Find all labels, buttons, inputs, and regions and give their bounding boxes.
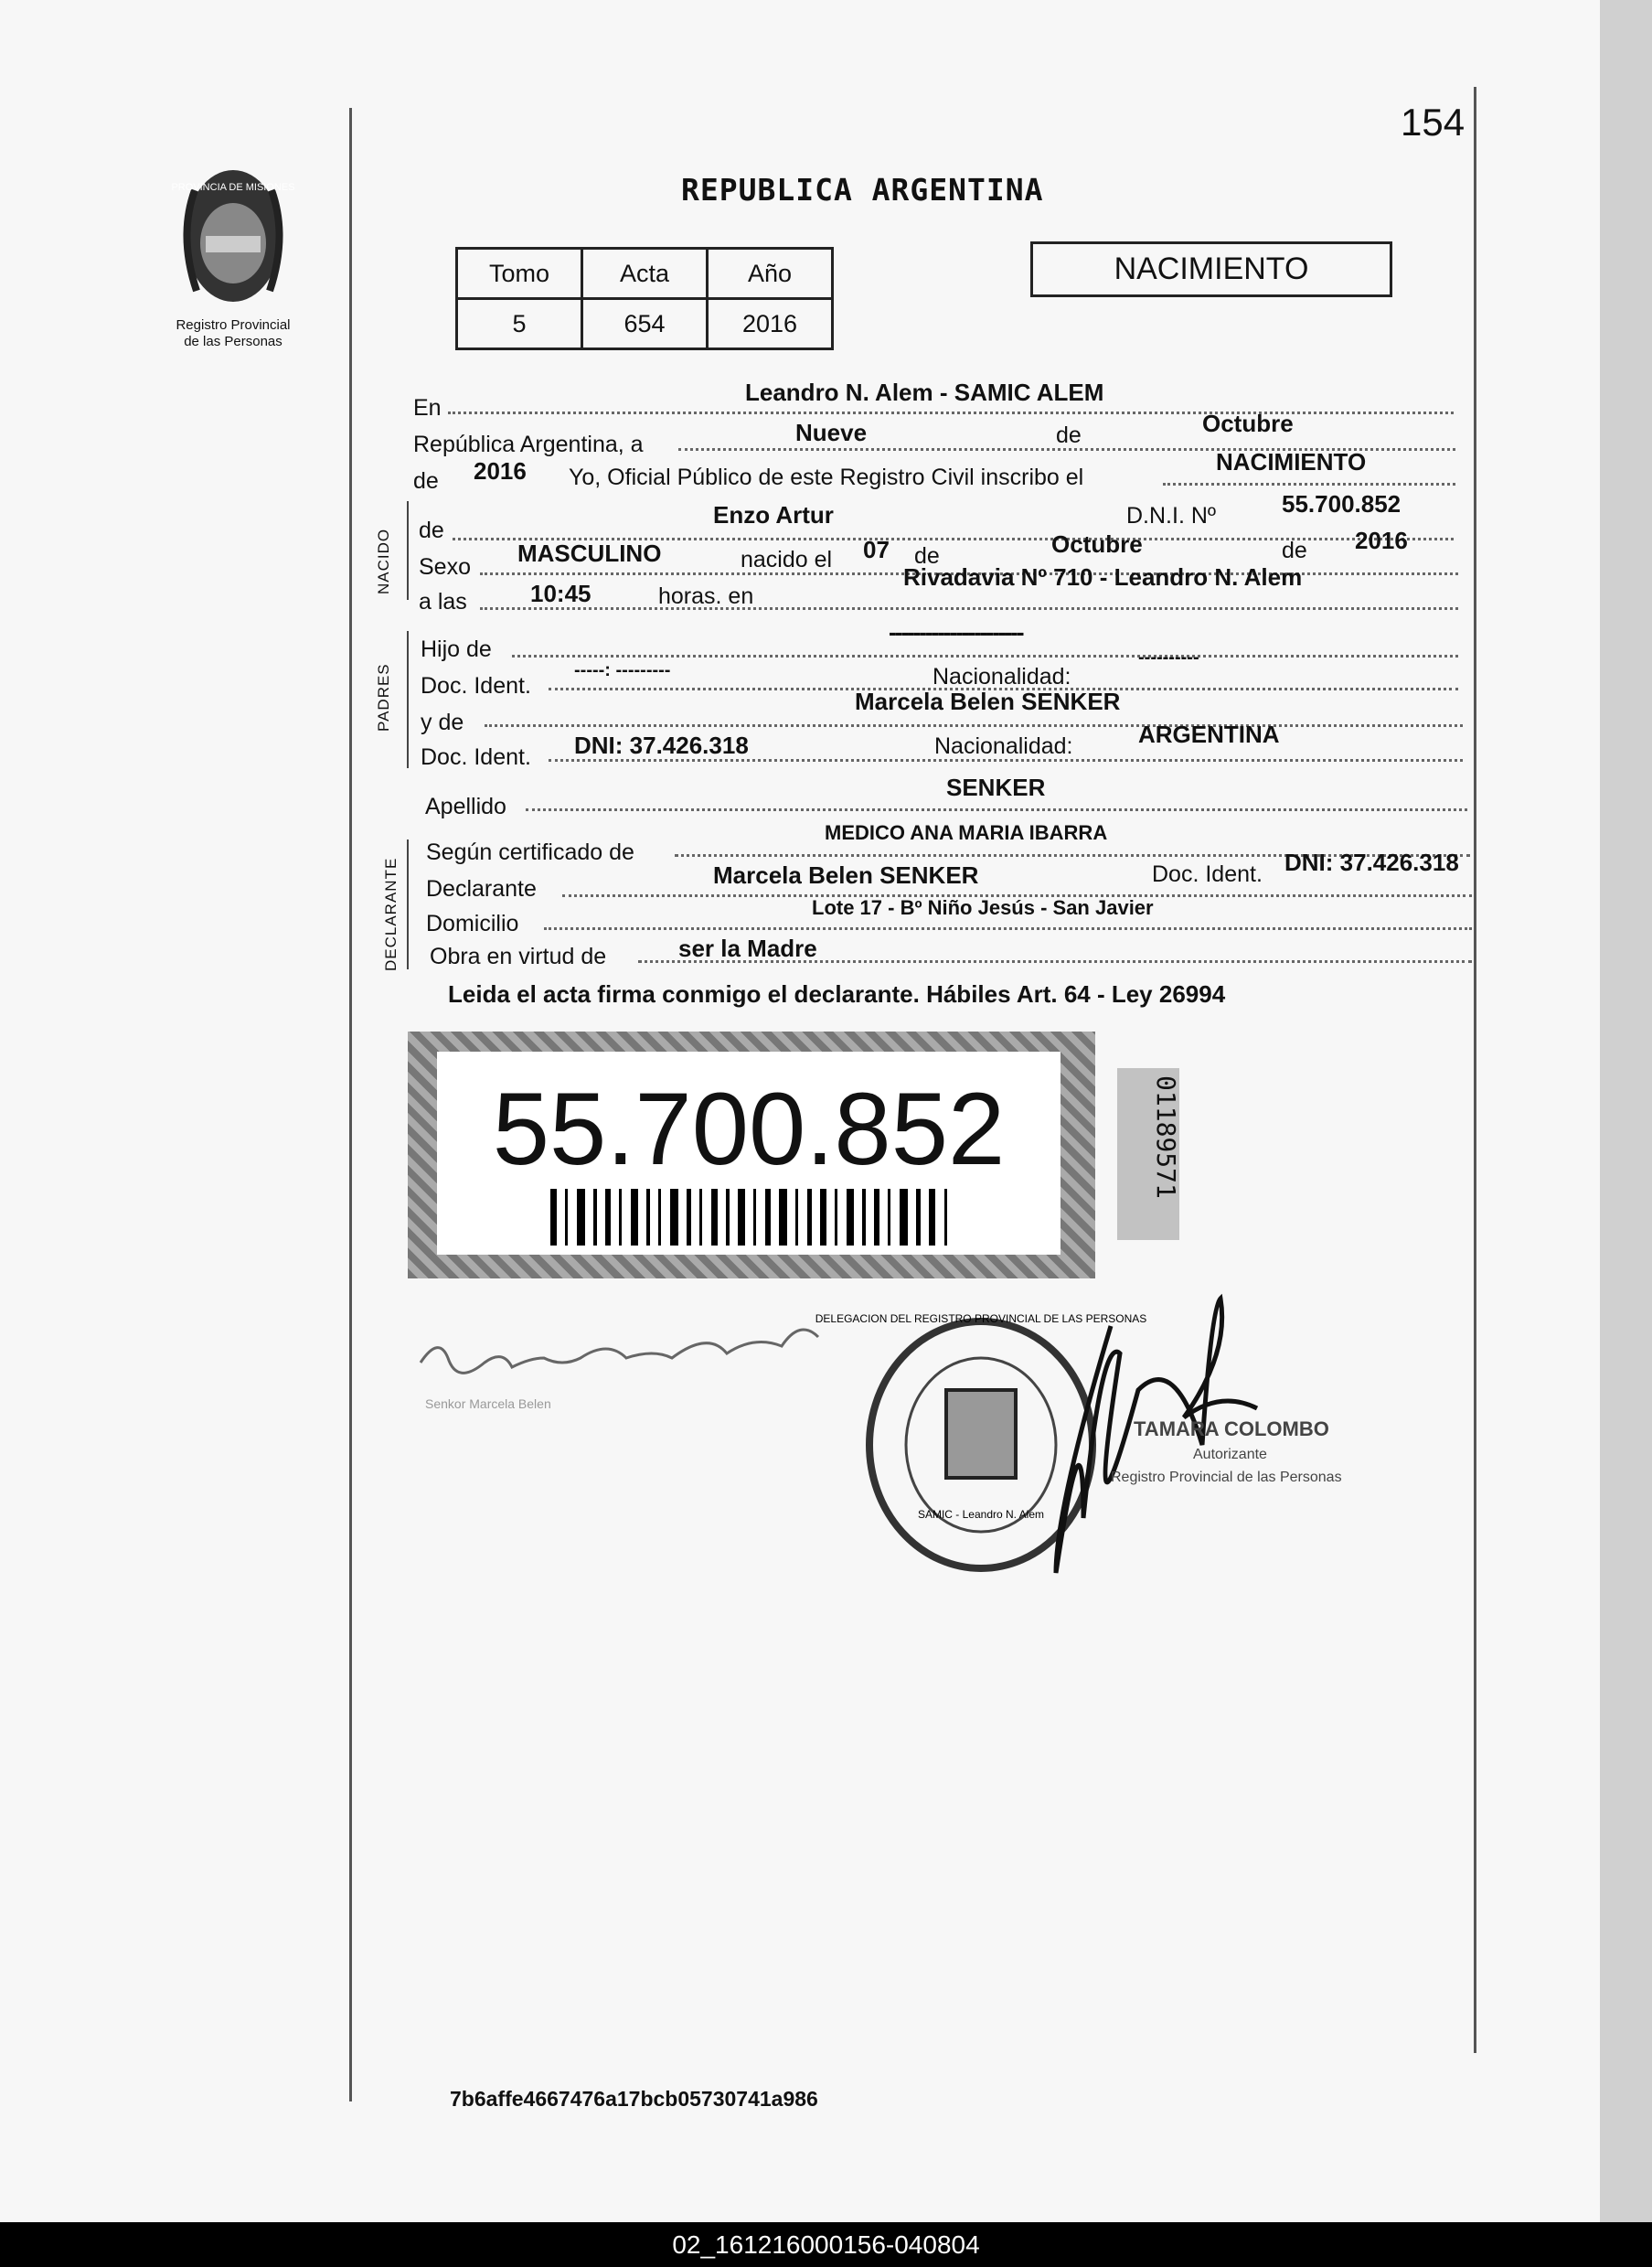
official-office: Registro Provincial de las Personas <box>1111 1470 1342 1485</box>
value-nac-madre: ARGENTINA <box>1138 721 1280 748</box>
label-hijo-de: Hijo de <box>421 636 492 662</box>
left-margin-line <box>349 108 352 2101</box>
label-sexo: Sexo <box>419 554 471 580</box>
label-nacionalidad-2: Nacionalidad: <box>934 733 1073 759</box>
dotline <box>544 927 1472 930</box>
sticker-number: 55.700.852 <box>492 1072 1006 1186</box>
official-stamp <box>815 1312 1147 1568</box>
label-obra: Obra en virtud de <box>430 944 607 969</box>
dotline <box>448 412 1454 414</box>
value-lugar: Leandro N. Alem - SAMIC ALEM <box>745 379 1104 406</box>
official-role: Autorizante <box>1193 1447 1267 1462</box>
tomo-value: 5 <box>457 299 582 349</box>
document-hash: 7b6affe4667476a17bcb05730741a986 <box>450 2087 818 2111</box>
section-divider <box>407 839 409 969</box>
label-doc-ident-1: Doc. Ident. <box>421 673 531 699</box>
serial-number: 01189571 <box>1151 1075 1181 1199</box>
label-segun-certificado: Según certificado de <box>426 839 634 865</box>
value-mes: Octubre <box>1202 410 1294 437</box>
footer-id: 02_161216000156-040804 <box>0 2222 1652 2267</box>
dotline <box>480 607 1458 610</box>
value-dni: 55.700.852 <box>1282 490 1402 518</box>
tomo-header: Tomo <box>457 249 582 299</box>
label-de-2: de <box>413 468 439 494</box>
value-hora: 10:45 <box>530 580 592 607</box>
value-sexo: MASCULINO <box>517 540 662 567</box>
value-nac-padre: ---------- <box>1138 647 1199 668</box>
anio-header: Año <box>708 249 833 299</box>
record-table <box>455 247 834 350</box>
value-doc-decl: DNI: 37.426.318 <box>1284 849 1459 876</box>
section-divider <box>407 631 409 768</box>
value-dia: Nueve <box>795 419 868 446</box>
anio-value: 2016 <box>708 299 833 349</box>
page-edge <box>1600 0 1652 2222</box>
barcode <box>550 1189 947 1246</box>
label-horas: horas. en <box>658 583 754 609</box>
stamp-outer-text: DELEGACION DEL REGISTRO PROVINCIAL DE LAS PERSONAS <box>815 1312 1147 1325</box>
logo-caption-2: de las Personas <box>184 334 282 349</box>
dotline <box>512 655 1458 658</box>
value-madre: Marcela Belen SENKER <box>855 688 1121 715</box>
value-doc-madre: DNI: 37.426.318 <box>574 732 749 759</box>
acta-value: 654 <box>582 299 708 349</box>
dotline <box>485 724 1463 727</box>
dotline <box>1163 483 1455 486</box>
label-yo: Yo, Oficial Público de este Registro Civil inscribo el <box>569 465 1084 490</box>
value-domicilio: Lote 17 - Bº Niño Jesús - San Javier <box>812 896 1154 919</box>
value-mes-nac: Octubre <box>1051 530 1143 558</box>
section-divider <box>407 501 409 600</box>
label-domicilio: Domicilio <box>426 911 519 936</box>
logo-text: PROVINCIA DE MISIONES <box>171 182 295 193</box>
declarant-signature-text: Senkor Marcela Belen <box>425 1396 551 1411</box>
dotline <box>638 960 1472 963</box>
dotline <box>526 808 1467 811</box>
label-nacido-de: de <box>419 518 444 543</box>
label-republica: República Argentina, a <box>413 432 644 457</box>
section-nacido: NACIDO <box>375 528 392 594</box>
signature-area <box>416 1271 1440 1600</box>
value-nombre: Enzo Artur <box>713 501 834 529</box>
label-a-las: a las <box>419 589 467 615</box>
acta-header: Acta <box>582 249 708 299</box>
serial-label <box>1117 1068 1179 1240</box>
label-apellido: Apellido <box>425 794 506 819</box>
label-doc-ident-decl: Doc. Ident. <box>1152 861 1263 887</box>
label-de: de <box>1056 422 1082 448</box>
section-declarante: DECLARANTE <box>382 857 400 971</box>
official-name: TAMARA COLOMBO <box>1134 1417 1329 1440</box>
value-anio-nac: 2016 <box>1355 527 1408 554</box>
value-doc-padre: -----: --------- <box>574 660 671 680</box>
label-doc-ident-2: Doc. Ident. <box>421 744 531 770</box>
value-acto: NACIMIENTO <box>1216 448 1367 476</box>
value-anio: 2016 <box>474 457 527 485</box>
label-de-3: de <box>914 543 940 569</box>
value-apellido: SENKER <box>946 774 1046 801</box>
stamp-inner-text: SAMIC - Leandro N. Alem <box>917 1508 1045 1521</box>
label-en: En <box>413 395 442 421</box>
value-obra: ser la Madre <box>678 935 817 962</box>
label-de-4: de <box>1282 538 1307 563</box>
declarant-signature <box>421 1330 818 1373</box>
value-lugar-nac: Rivadavia Nº 710 - Leandro N. Alem <box>903 563 1303 591</box>
logo-caption-1: Registro Provincial <box>176 317 291 333</box>
value-padre: ---------------------- <box>889 618 1023 646</box>
value-declarante: Marcela Belen SENKER <box>713 861 979 889</box>
page-number: 154 <box>1401 101 1465 144</box>
label-dni: D.N.I. Nº <box>1126 503 1217 529</box>
section-padres: PADRES <box>375 663 392 732</box>
province-logo <box>160 163 306 350</box>
closing-statement: Leida el acta firma conmigo el declarante. Hábiles Art. 64 - Ley 26994 <box>448 980 1226 1008</box>
label-declarante: Declarante <box>426 876 537 902</box>
right-margin-line <box>1474 87 1476 2053</box>
value-certificado: MEDICO ANA MARIA IBARRA <box>825 821 1108 844</box>
dni-sticker <box>408 1032 1095 1278</box>
record-type-box: NACIMIENTO <box>1030 241 1392 297</box>
label-nacido-el: nacido el <box>741 547 833 572</box>
dotline <box>549 759 1463 762</box>
label-y-de: y de <box>421 710 464 735</box>
coat-of-arms-icon <box>160 163 306 309</box>
label-nacionalidad-1: Nacionalidad: <box>933 664 1071 690</box>
page-title: REPUBLICA ARGENTINA <box>681 172 1044 208</box>
value-dia-nac: 07 <box>863 536 890 563</box>
